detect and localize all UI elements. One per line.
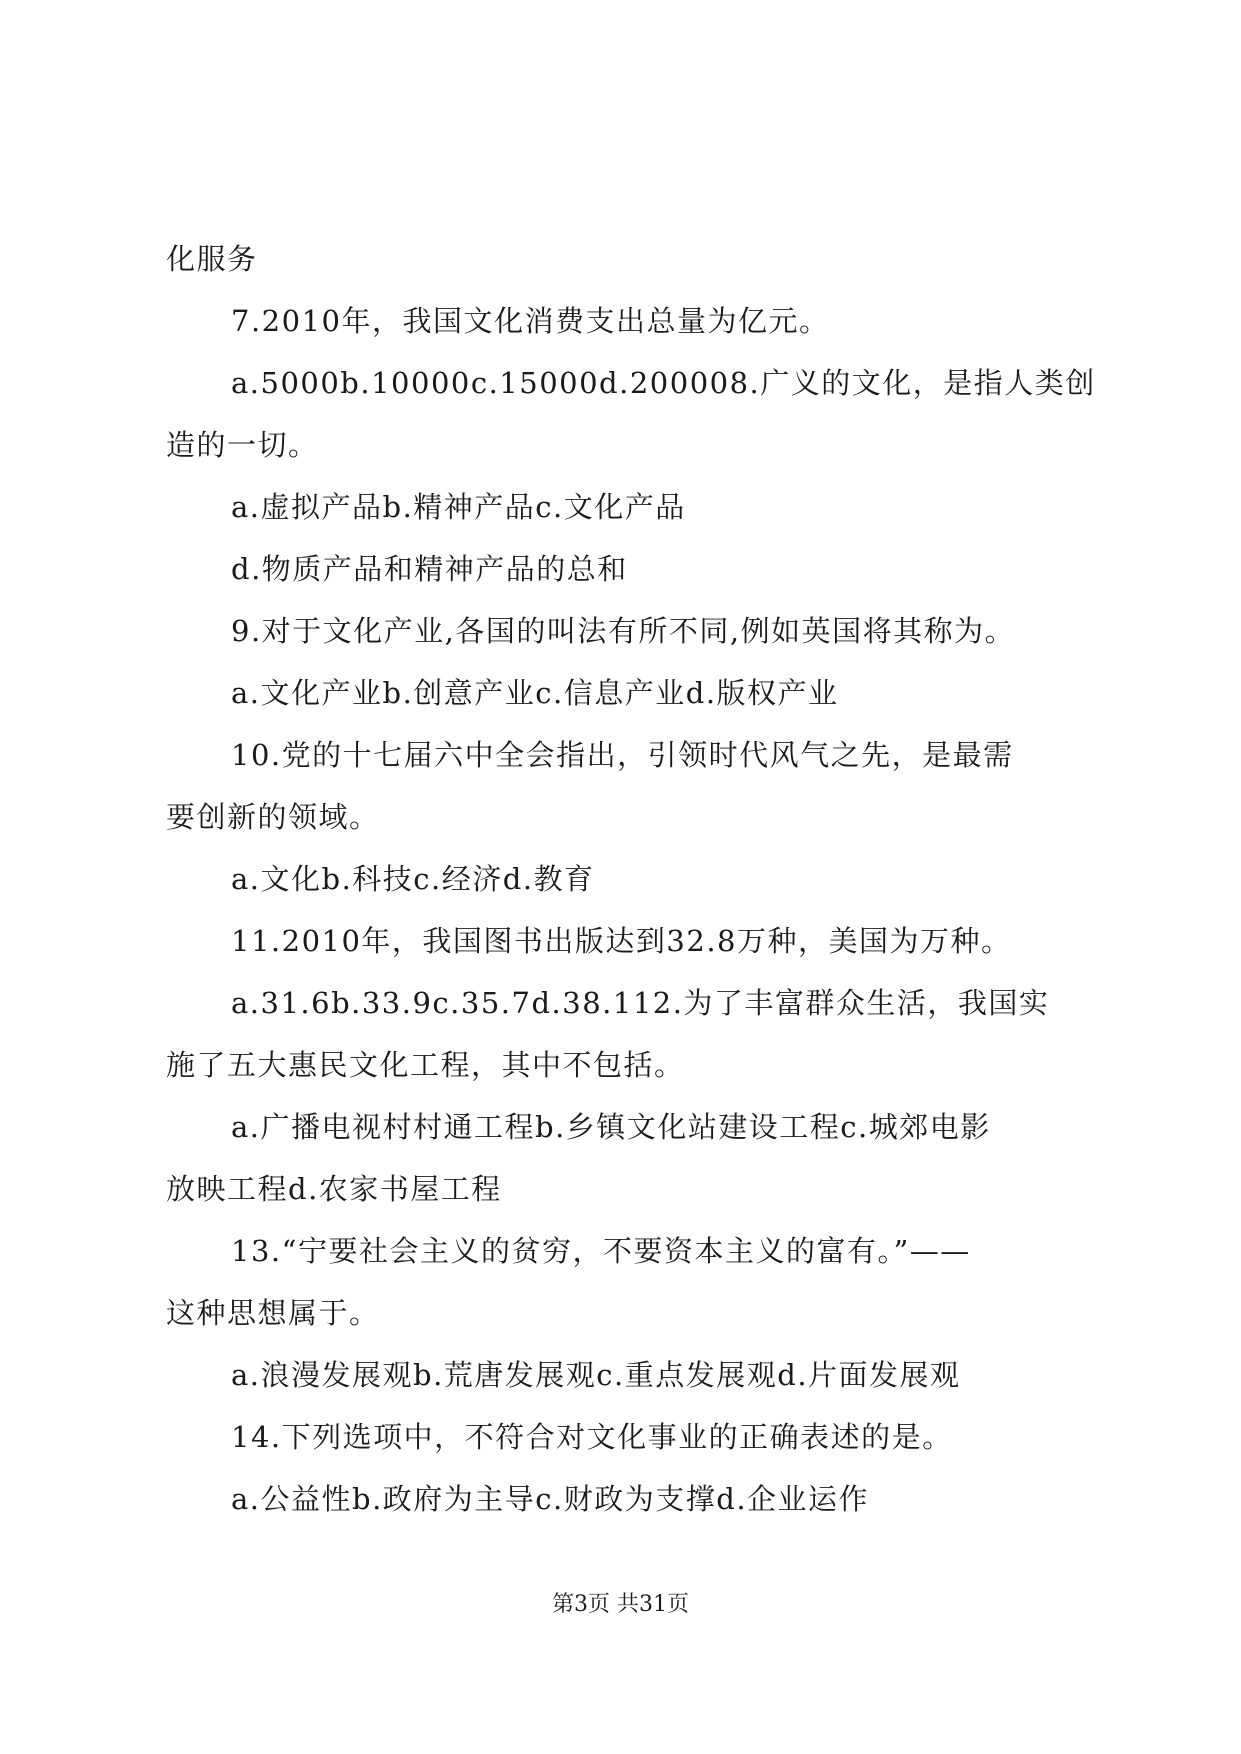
answer-options-line: a.公益性b.政府为主导c.财政为支撑d.企业运作 — [231, 1482, 870, 1516]
document-body — [166, 228, 1096, 1530]
answer-options-line: a.广播电视村村通工程b.乡镇文化站建设工程c.城郊电影 — [231, 1110, 991, 1144]
answer-options-line: a.浪漫发展观b.荒唐发展观c.重点发展观d.片面发展观 — [231, 1358, 961, 1392]
text-line: 这种思想属于。 — [166, 1296, 380, 1330]
answer-options-line: a.虚拟产品b.精神产品c.文化产品 — [231, 490, 686, 524]
question-line: 10.党的十七届六中全会指出，引领时代风气之先，是最需 — [231, 738, 1014, 772]
text-line: 造的一切。 — [166, 428, 319, 462]
text-line: 要创新的领域。 — [166, 800, 380, 834]
question-line: 9.对于文化产业,各国的叫法有所不同,例如英国将其称为。 — [231, 614, 1016, 648]
text-line: 放映工程d.农家书屋工程 — [166, 1172, 502, 1206]
text-line: 施了五大惠民文化工程，其中不包括。 — [166, 1048, 685, 1082]
question-line: 11.2010年，我国图书出版达到32.8万种，美国为万种。 — [231, 924, 1012, 958]
question-line: 14.下列选项中，不符合对文化事业的正确表述的是。 — [231, 1420, 953, 1454]
page-number-footer: 第3页 共31页 — [552, 1592, 689, 1617]
answer-options-line: d.物质产品和精神产品的总和 — [231, 552, 628, 586]
question-line: 7.2010年，我国文化消费支出总量为亿元。 — [231, 304, 830, 338]
text-line: 化服务 — [166, 242, 258, 276]
question-line: 13.“宁要社会主义的贫穷，不要资本主义的富有。”—— — [231, 1234, 971, 1268]
answer-options-line: a.5000b.10000c.15000d.200008.广义的文化，是指人类创 — [231, 366, 1096, 400]
answer-options-line: a.31.6b.33.9c.35.7d.38.112.为了丰富群众生活，我国实 — [231, 986, 1050, 1020]
answer-options-line: a.文化b.科技c.经济d.教育 — [231, 862, 595, 896]
answer-options-line: a.文化产业b.创意产业c.信息产业d.版权产业 — [231, 676, 839, 710]
